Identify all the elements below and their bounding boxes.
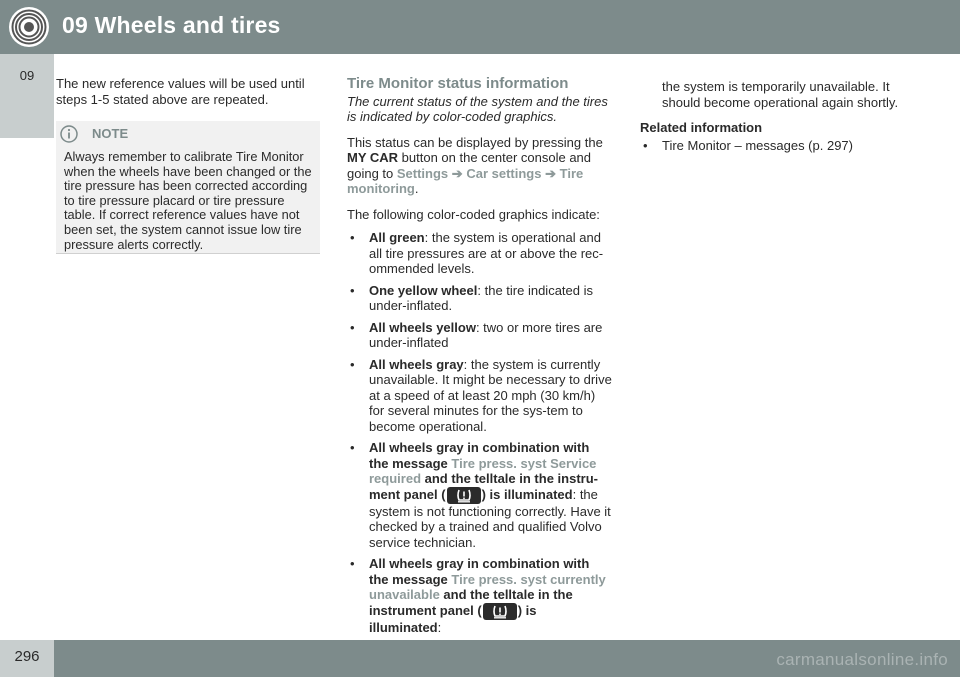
section-heading: Tire Monitor status information: [347, 75, 569, 92]
menu-settings: Settings: [396, 165, 449, 181]
watermark: carmanualsonline.info: [776, 650, 948, 669]
list-item: • All wheels yellow: two or more tires are under-inflated: [350, 319, 603, 350]
menu-car-settings: Car settings: [466, 165, 542, 181]
paragraph-navigation: This status can be displayed by pressing the MY CAR button on the center console and going to Settings ➔ Car settings ➔ Tire monitoring.: [347, 134, 603, 196]
chapter-tab: [0, 54, 54, 138]
message-service-required: Tire press. syst Service required: [369, 455, 597, 486]
my-car-button-label: MY CAR: [347, 150, 399, 165]
page-number: 296: [14, 648, 40, 665]
list-item: • One yellow wheel: the tire indicated is under-inflated.: [350, 282, 593, 313]
related-link[interactable]: • Tire Monitor – messages (p. 297): [643, 137, 853, 153]
list-item: • All wheels gray in combination with the message Tire press. syst Service required and the telltale in the instru-ment panel ( ) is illuminated: the system is not functioning correctly. Have it checked by a trained and qualified Volvo service technician.: [350, 440, 611, 550]
chapter-tab-label: 09: [19, 68, 35, 83]
intro-paragraph: The new reference values will be used until steps 1-5 stated above are repeated.: [56, 76, 305, 107]
note-text: Always remember to calibrate Tire Monitor when the wheels have been changed or the tire pressure has been corrected according to tire pressure placard or tire pressure table. If correct reference values have not been set, the system cannot issue low tire pressure alerts correctly.: [64, 149, 312, 252]
list-item: • All green: the system is operational and all tire pressures are at or above the rec-ommended levels.: [350, 230, 604, 276]
paragraph-graphics-intro: The following color-coded graphics indicate:: [347, 206, 600, 222]
page-header: [0, 0, 960, 54]
arrow-right-icon: ➔: [451, 165, 463, 181]
tire-pressure-telltale-icon: [447, 487, 481, 504]
page-title: 09 Wheels and tires: [62, 12, 281, 38]
message-currently-unavailable: Tire press. syst currently unavailable: [369, 571, 606, 603]
arrow-right-icon: ➔: [545, 165, 556, 181]
column-left: [56, 76, 318, 107]
tire-pressure-telltale-icon: [483, 603, 517, 620]
info-icon: [60, 125, 78, 143]
note-label: NOTE: [92, 126, 129, 141]
continued-text: the system is temporarily unavailable. It should become operational again shortly.: [662, 79, 899, 110]
note-box: [56, 121, 320, 254]
list-item: • All wheels gray in combination with the message Tire press. syst currently unavailable and the telltale in the instrument panel ( ) is illuminated:: [350, 556, 606, 635]
related-heading: Related information: [640, 120, 763, 135]
column-right: [640, 79, 910, 159]
related-list: [640, 138, 910, 154]
section-lead: The current status of the system and the tires is indicated by color-coded graphics.: [347, 93, 608, 124]
status-list: [347, 230, 612, 635]
column-middle: [347, 76, 612, 641]
list-item: • All wheels gray: the system is currently unavailable. It might be necessary to drive at a speed of at least 20 mph (30 km/h) for several minutes for the sys-tem to become operational.: [350, 356, 612, 434]
tire-icon: [8, 6, 50, 48]
menu-tire-monitoring: Tire monitoring: [347, 165, 584, 196]
